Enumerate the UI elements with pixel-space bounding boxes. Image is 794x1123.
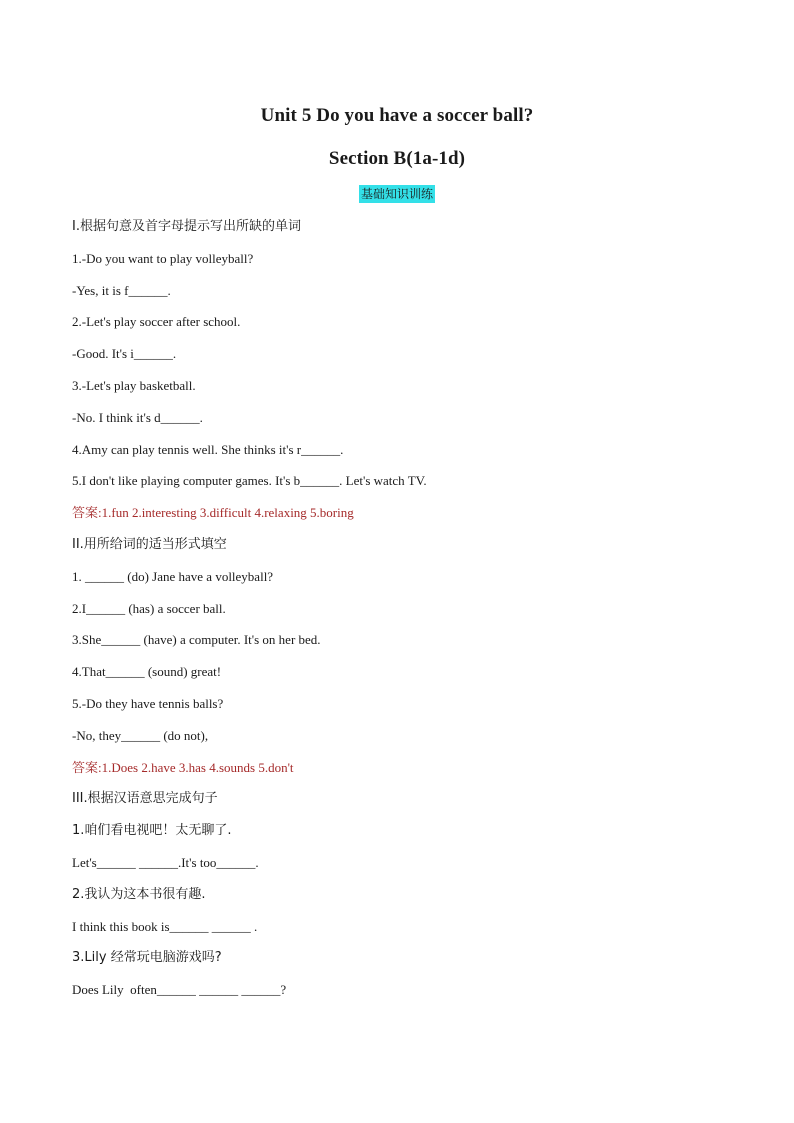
question-line: -Yes, it is f______. — [72, 282, 171, 298]
question-line: -No, they______ (do not), — [72, 727, 209, 743]
question-line: 4.That______ (sound) great! — [72, 664, 222, 680]
question-line: I think this book is______ ______ . — [72, 918, 258, 934]
question-line: 2.-Let's play soccer after school. — [72, 314, 241, 330]
tag-container — [0, 185, 794, 203]
answer-line: 答案:1.fun 2.interesting 3.difficult 4.relaxing 5.boring — [72, 505, 354, 521]
question-line: 5.-Do they have tennis balls? — [72, 696, 224, 711]
section-heading: I.根据句意及首字母提示写出所缺的单词 — [72, 219, 301, 234]
section-heading: 2.我认为这本书很有趣. — [72, 886, 206, 902]
section-heading: 3.Lily 经常玩电脑游戏吗? — [72, 950, 222, 966]
question-line: 1.-Do you want to play volleyball? — [72, 250, 254, 266]
page-title: Unit 5 Do you have a soccer ball? — [260, 105, 534, 126]
question-line: 5.I don't like playing computer games. It's b______. Let's watch TV. — [72, 473, 427, 489]
question-line: 4.Amy can play tennis well. She thinks it's r______. — [72, 441, 344, 457]
section-subtitle: Section B(1a-1d) — [328, 148, 466, 169]
question-line: Let's______ ______.It's too______. — [72, 855, 259, 870]
question-line: -No. I think it's d______. — [72, 409, 203, 425]
section-heading: III.根据汉语意思完成句子 — [72, 791, 218, 807]
section-heading: 1.咱们看电视吧！太无聊了. — [72, 823, 232, 839]
question-line: 3.She______ (have) a computer. It's on her bed. — [72, 632, 321, 648]
answer-line: 答案:1.Does 2.have 3.has 4.sounds 5.don't — [72, 759, 294, 775]
question-line: -Good. It's i______. — [72, 346, 177, 362]
section-tag: 基础知识训练 — [360, 187, 433, 201]
question-line: 2.I______ (has) a soccer ball. — [72, 600, 226, 616]
question-line: Does Lily often______ ______ ______? — [72, 982, 287, 998]
question-line: 1. ______ (do) Jane have a volleyball? — [72, 568, 274, 584]
question-line: 3.-Let's play basketball. — [72, 378, 196, 393]
section-heading: II.用所给词的适当形式填空 — [72, 537, 227, 552]
